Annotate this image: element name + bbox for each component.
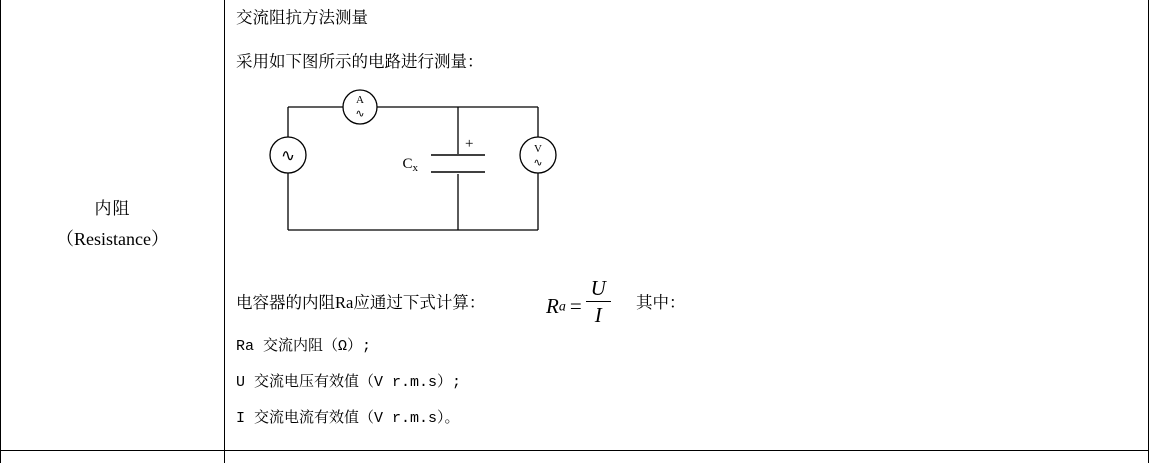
ammeter-label: A [356, 94, 364, 106]
formula-numerator: U [590, 276, 606, 300]
ac-source-icon: ∿ [280, 146, 296, 166]
voltmeter-ac-icon: ∿ [533, 156, 543, 169]
formula-block [236, 276, 1148, 328]
formula-expression [546, 278, 611, 327]
table-border-bottom [0, 450, 1149, 451]
formula-fraction-bar [586, 301, 611, 302]
circuit-diagram [248, 82, 808, 262]
formula-equals: = [569, 294, 582, 319]
ammeter-ac-icon: ∿ [355, 107, 365, 120]
definition-list [236, 339, 1148, 426]
definition-item: U 交流电压有效值（V r.m.s）; [236, 374, 462, 391]
table-cell-parameter-name [1, 0, 224, 450]
capacitor-polarity-label: + [465, 136, 474, 152]
table-cell-parameter-description [225, 0, 1148, 450]
parameter-name-en: （Resistance） [56, 229, 169, 250]
formula-tail-text: 其中： [636, 293, 686, 312]
formula-lhs: R [546, 294, 559, 319]
definition-item: Ra 交流内阻（Ω）; [236, 338, 372, 355]
voltmeter-label: V [534, 143, 542, 155]
capacitor-label: $C_x$ [402, 156, 418, 174]
method-intro: 采用如下图所示的电路进行测量： [236, 51, 484, 71]
formula-denominator: I [594, 303, 602, 328]
formula-lead-text: 电容器的内阻Ra应通过下式计算： [236, 293, 486, 312]
parameter-name-cn: 内阻 [94, 199, 131, 219]
method-heading: 交流阻抗方法测量 [236, 8, 368, 27]
definition-item: I 交流电流有效值（V r.m.s）。 [236, 410, 460, 427]
formula-fraction [586, 277, 611, 326]
formula-lhs-subscript: a [558, 299, 566, 315]
